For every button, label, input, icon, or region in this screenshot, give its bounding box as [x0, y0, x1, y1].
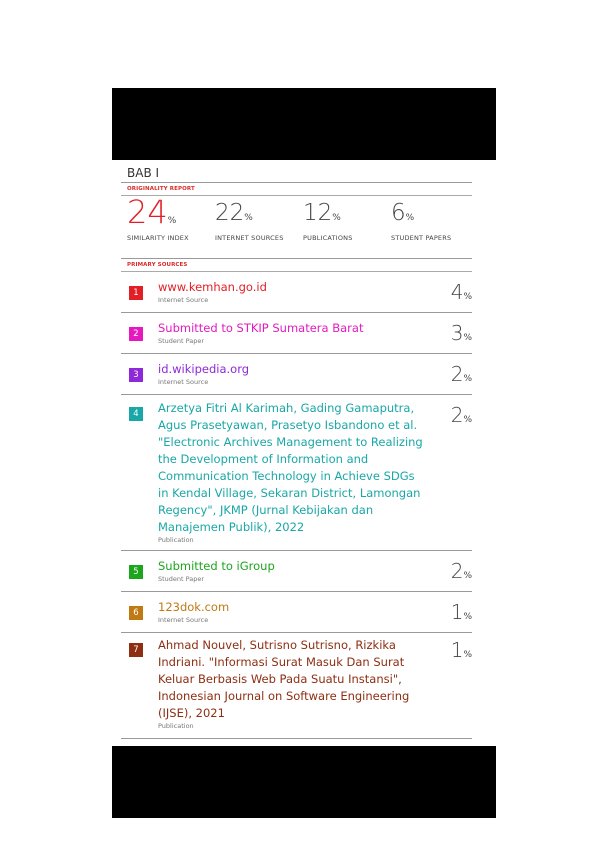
stat-student-label: STUDENT PAPERS [391, 234, 452, 242]
source-title[interactable]: Submitted to iGroup [158, 559, 275, 573]
stat-student-papers [391, 196, 471, 258]
source-type: Student Paper [158, 575, 205, 583]
source-type: Internet Source [158, 616, 209, 624]
source-type: Student Paper [158, 337, 205, 345]
source-percent: 2% [450, 403, 472, 427]
source-type: Internet Source [158, 296, 209, 304]
stat-similarity-value: 24 [127, 193, 168, 231]
source-percent: 1% [450, 638, 472, 662]
source-rank-badge: 4 [129, 407, 143, 421]
source-title[interactable]: Arzetya Fitri Al Karimah, Gading Gamaputra, Agus Prasetyawan, Prasetyo Isbandono et al. "Electronic Archives Management to Realizing the Development of Information and Communication Technology in Achieve SDGs in Kendal Village, Sekaran District, Lamongan Regency", JKMP (Jurnal Kebijakan dan Manajemen Publik), 2022 [158, 401, 423, 534]
originality-report-label: ORIGINALITY REPORT [121, 183, 472, 196]
source-percent: 2% [450, 362, 472, 386]
source-percent: 4% [450, 280, 472, 304]
source-item-3[interactable] [121, 354, 472, 395]
source-title[interactable]: Submitted to STKIP Sumatera Barat [158, 321, 364, 335]
source-percent: 3% [450, 321, 472, 345]
source-rank-badge: 6 [129, 606, 143, 620]
stat-publications-value: 12 [303, 200, 333, 226]
stat-internet-sources [215, 196, 303, 258]
source-title[interactable]: 123dok.com [158, 600, 230, 614]
source-title[interactable]: id.wikipedia.org [158, 362, 250, 376]
redaction-bar-top [112, 88, 496, 160]
stat-publications-unit: % [332, 213, 341, 223]
source-percent: 2% [450, 559, 472, 583]
source-item-7[interactable] [121, 633, 472, 739]
originality-stats [121, 193, 472, 259]
source-item-6[interactable] [121, 592, 472, 633]
stat-student-unit: % [405, 213, 415, 223]
source-title[interactable]: Ahmad Nouvel, Sutrisno Sutrisno, Rizkika Indriani. "Informasi Surat Masuk Dan Surat Keluar Berbasis Web Pada Suatu Instansi", Indonesian Journal on Software Engineering (IJSE), 2021 [158, 638, 410, 720]
source-title[interactable]: www.kemhan.go.id [158, 280, 267, 294]
source-type: Publication [158, 722, 194, 730]
source-item-4[interactable] [121, 395, 472, 551]
document-title: BAB I [121, 160, 472, 183]
stat-internet-value: 22 [215, 200, 245, 226]
source-rank-badge: 3 [129, 368, 143, 382]
redaction-bar-bottom [112, 746, 496, 818]
stat-publications-label: PUBLICATIONS [303, 234, 353, 242]
source-item-2[interactable] [121, 313, 472, 354]
source-item-1[interactable] [121, 272, 472, 313]
stat-similarity-index [127, 193, 215, 258]
primary-sources-label: PRIMARY SOURCES [121, 259, 472, 272]
source-rank-badge: 5 [129, 565, 143, 579]
source-rank-badge: 7 [129, 643, 143, 657]
source-item-5[interactable] [121, 551, 472, 592]
source-rank-badge: 2 [129, 327, 143, 341]
source-type: Publication [158, 536, 194, 544]
stat-publications [303, 196, 391, 258]
stat-internet-label: INTERNET SOURCES [215, 234, 284, 242]
source-type: Internet Source [158, 378, 209, 386]
stat-internet-unit: % [244, 213, 253, 223]
source-percent: 1% [450, 600, 472, 624]
stat-similarity-label: SIMILARITY INDEX [127, 234, 189, 242]
source-rank-badge: 1 [129, 286, 143, 300]
originality-report [121, 160, 472, 739]
stat-similarity-unit: % [167, 216, 177, 226]
stat-student-value: 6 [391, 200, 406, 226]
